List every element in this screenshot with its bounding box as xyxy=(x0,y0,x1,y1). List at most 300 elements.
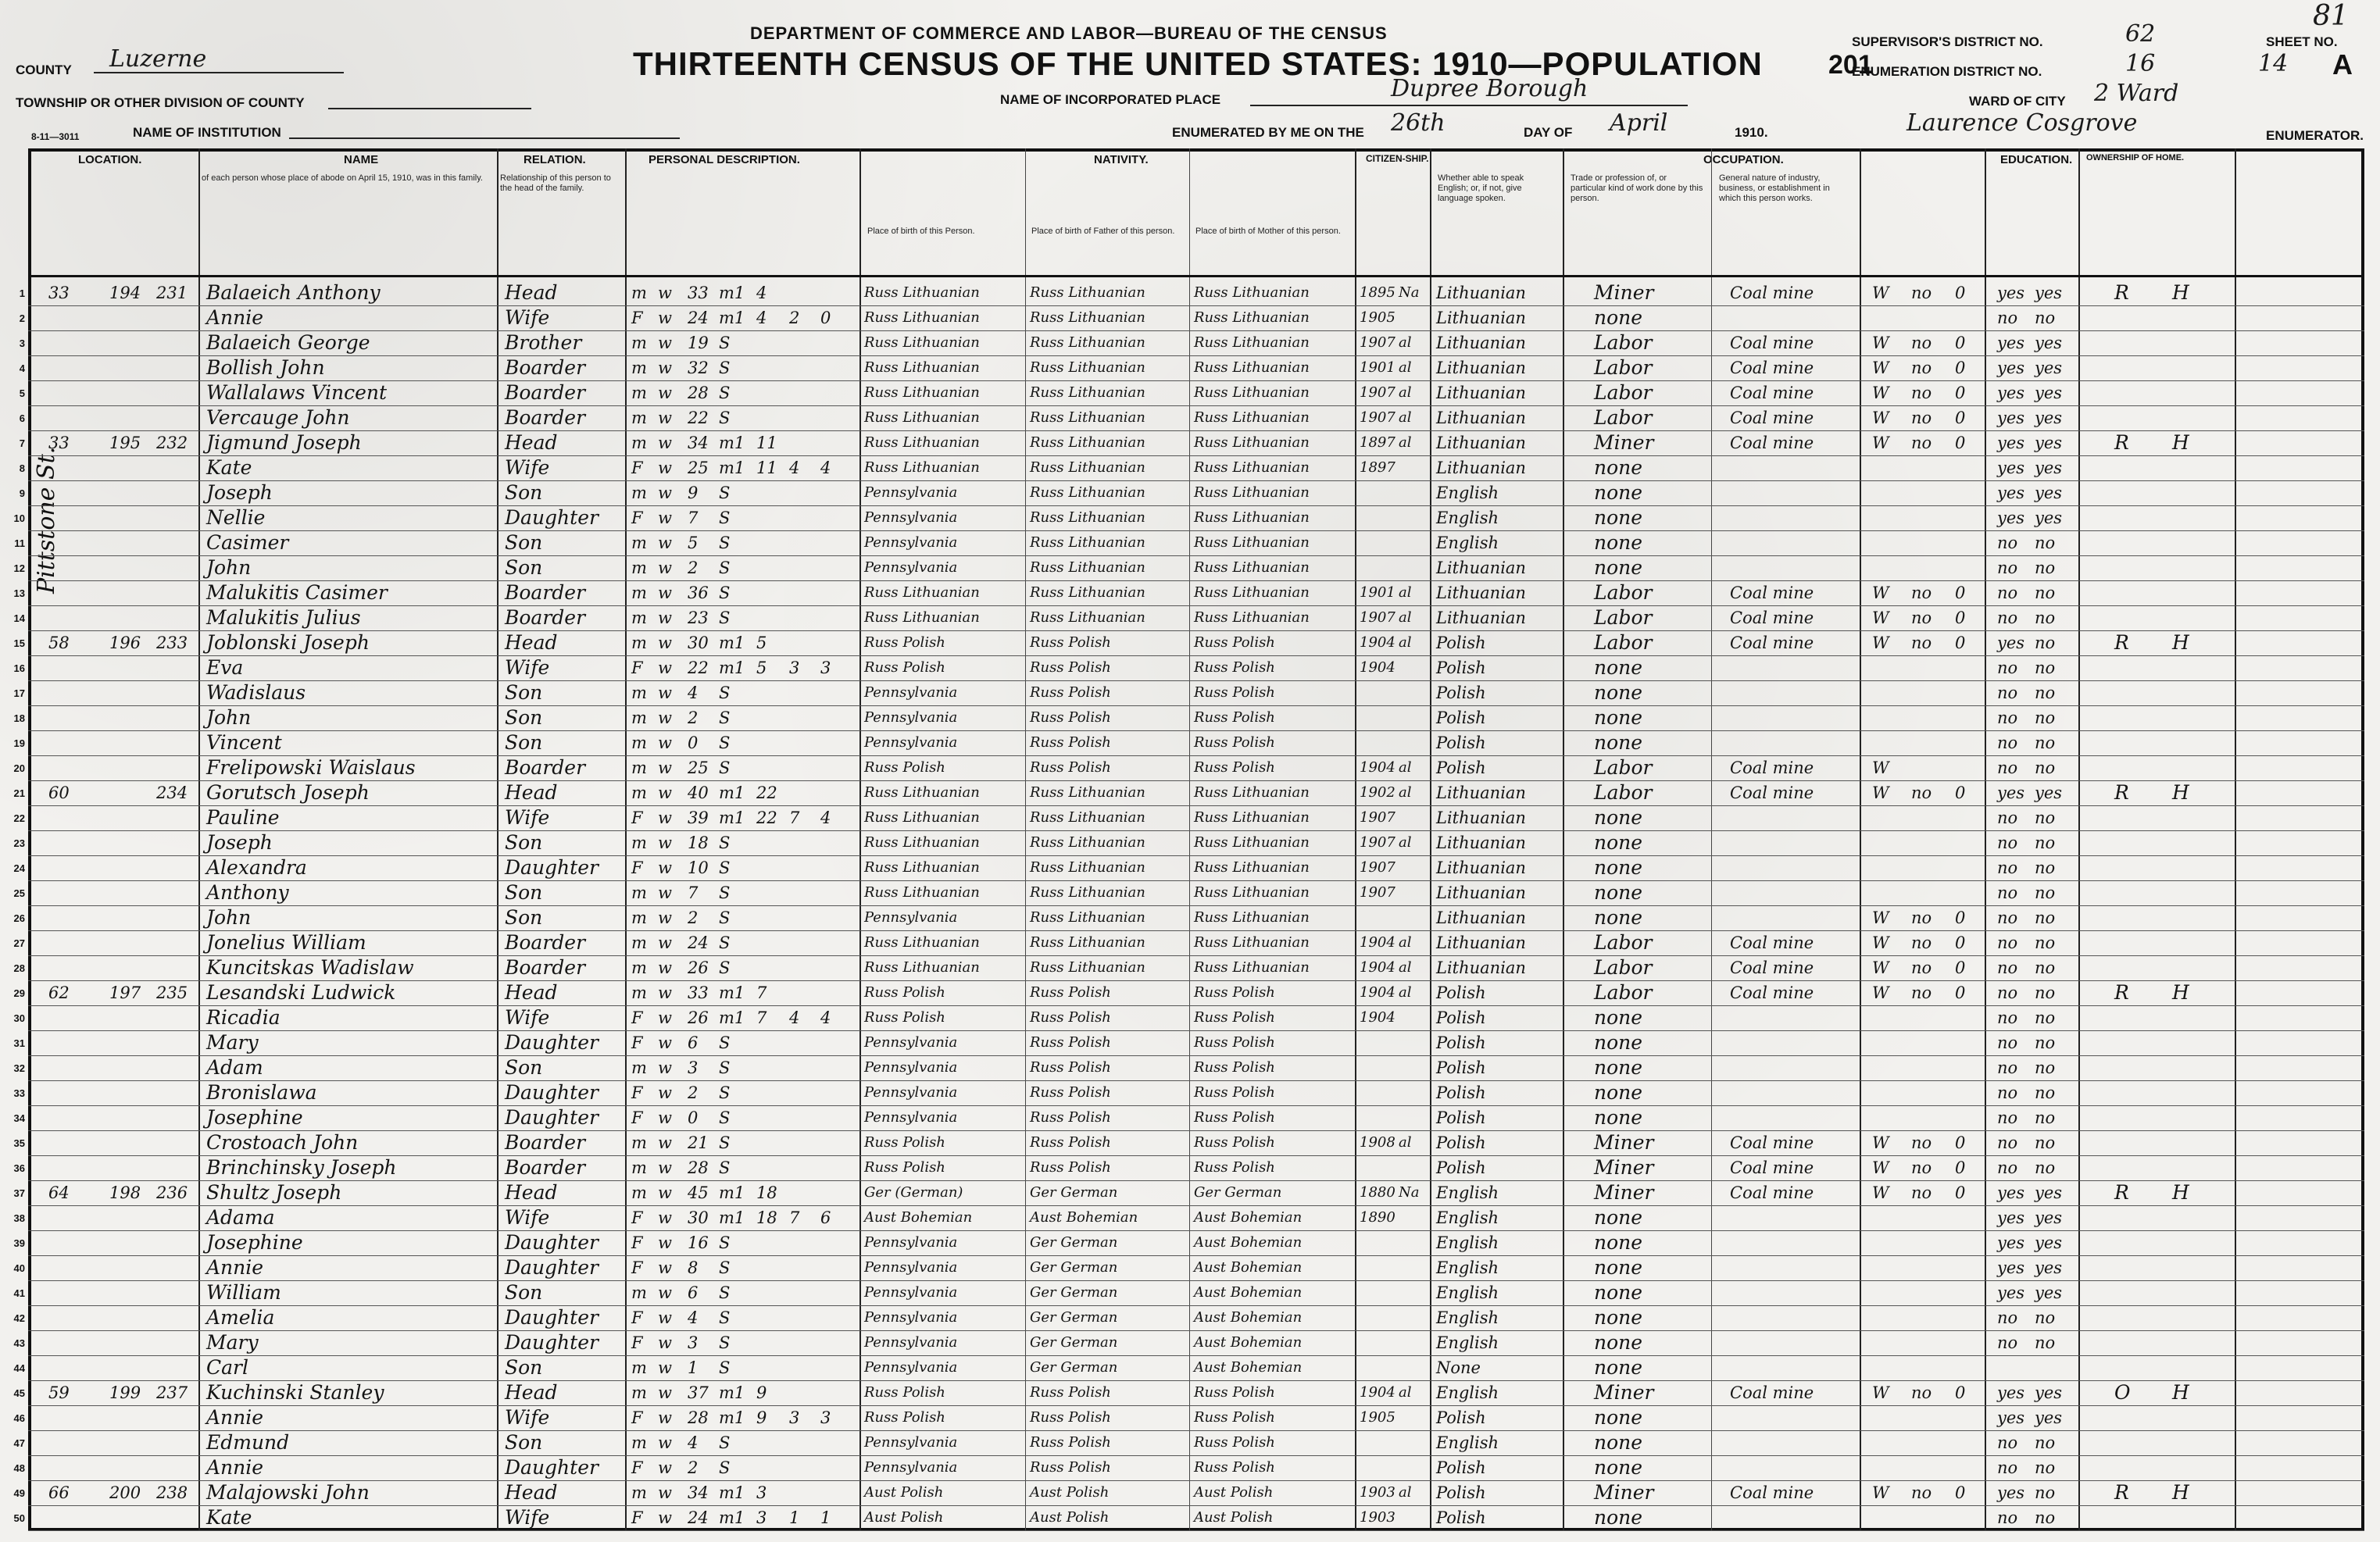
cell-father: Aust Polish xyxy=(1030,1484,1110,1501)
cell-mother: Russ Lithuanian xyxy=(1194,959,1310,976)
cell-sex: F xyxy=(631,1083,643,1102)
row-number: 25 xyxy=(13,887,25,899)
cell-rel: Wife xyxy=(505,456,550,479)
cell-wks: 0 xyxy=(1955,958,1966,977)
cell-birth: Russ Lithuanian xyxy=(864,584,980,601)
cell-birth: Pennsylvania xyxy=(864,484,958,501)
cell-imm: 1905 xyxy=(1360,1409,1395,1426)
cell-sex: m xyxy=(631,709,647,727)
cell-name: Malukitis Julius xyxy=(206,606,361,629)
cell-nat: al xyxy=(1399,584,1412,601)
cell-sex: m xyxy=(631,409,647,427)
cell-birth: Russ Lithuanian xyxy=(864,309,980,326)
cell-lang: English xyxy=(1436,484,1499,502)
cell-rel: Head xyxy=(505,981,558,1004)
cell-imm: 1901 xyxy=(1360,359,1395,376)
cell-sex: m xyxy=(631,609,647,627)
cell-farm: H xyxy=(2172,781,2189,804)
cell-born: 1 xyxy=(789,1508,800,1527)
cell-trade: none xyxy=(1594,706,1643,729)
cell-wks: 0 xyxy=(1955,434,1966,452)
incorporated-underline xyxy=(1250,105,1688,106)
cell-race: w xyxy=(658,958,672,977)
cell-write: yes xyxy=(2035,1383,2063,1402)
cell-emp: W xyxy=(1872,1183,1889,1202)
cell-mother: Aust Polish xyxy=(1194,1509,1274,1526)
cell-race: w xyxy=(658,759,672,777)
row-number: 47 xyxy=(13,1437,25,1449)
cell-wks: 0 xyxy=(1955,1133,1966,1152)
cell-read: no xyxy=(1997,309,2018,327)
cell-age: 37 xyxy=(688,1383,709,1402)
cell-sex: m xyxy=(631,584,647,602)
cell-imm: 1904 xyxy=(1360,759,1395,776)
cell-father: Russ Lithuanian xyxy=(1030,384,1145,401)
cell-sex: m xyxy=(631,334,647,352)
cell-race: w xyxy=(658,534,672,552)
cell-lang: Lithuanian xyxy=(1436,309,1526,327)
cell-rel: Daughter xyxy=(505,1256,599,1279)
cell-age: 36 xyxy=(688,584,709,602)
cell-family: 233 xyxy=(156,634,188,652)
cell-lang: None xyxy=(1436,1358,1481,1377)
cell-emp: W xyxy=(1872,434,1889,452)
row-number: 30 xyxy=(13,1012,25,1024)
cell-age: 9 xyxy=(688,484,699,502)
cell-age: 0 xyxy=(688,1108,699,1127)
cell-imm: 1902 xyxy=(1360,784,1395,801)
cell-birth: Russ Lithuanian xyxy=(864,809,980,826)
cell-birth: Pennsylvania xyxy=(864,1109,958,1126)
cell-nat: al xyxy=(1399,359,1412,376)
cell-read: no xyxy=(1997,609,2018,627)
cell-write: yes xyxy=(2035,1408,2063,1427)
page-number: 201 xyxy=(1828,50,1873,80)
cell-age: 22 xyxy=(688,659,709,677)
cell-rel: Wife xyxy=(505,306,550,329)
cell-write: yes xyxy=(2035,284,2063,302)
cell-ms: S xyxy=(719,1033,731,1052)
cell-rel: Son xyxy=(505,906,543,929)
cell-sex: m xyxy=(631,734,647,752)
cell-mother: Russ Polish xyxy=(1194,659,1275,676)
cell-unemp: no xyxy=(1911,609,1932,627)
cell-trade: none xyxy=(1594,806,1643,829)
cell-rel: Son xyxy=(505,731,543,754)
cell-father: Russ Lithuanian xyxy=(1030,834,1145,851)
cell-lang: Polish xyxy=(1436,1408,1486,1427)
cell-rel: Wife xyxy=(505,656,550,679)
cell-yrs: 3 xyxy=(756,1483,767,1502)
cell-street: 33 xyxy=(48,434,70,452)
cell-race: w xyxy=(658,359,672,377)
cell-imm: 1904 xyxy=(1360,1009,1395,1026)
cell-read: no xyxy=(1997,1058,2018,1077)
cell-father: Russ Lithuanian xyxy=(1030,784,1145,801)
cell-ind: Coal mine xyxy=(1730,933,1814,952)
cell-imm: 1905 xyxy=(1360,309,1395,326)
cell-farm: H xyxy=(2172,1481,2189,1504)
cell-birth: Pennsylvania xyxy=(864,684,958,701)
cell-ms: S xyxy=(719,1233,731,1252)
cell-read: yes xyxy=(1997,1383,2025,1402)
cell-imm: 1897 xyxy=(1360,459,1395,476)
cell-sex: m xyxy=(631,359,647,377)
cell-ms: S xyxy=(719,858,731,877)
enumerated-day: 26th xyxy=(1391,109,1446,137)
cell-trade: none xyxy=(1594,506,1643,529)
row-number: 2 xyxy=(19,312,25,324)
cell-read: yes xyxy=(1997,284,2025,302)
cell-imm: 1904 xyxy=(1360,984,1395,1001)
cell-lang: English xyxy=(1436,1383,1499,1402)
cell-unemp: no xyxy=(1911,409,1932,427)
cell-write: no xyxy=(2035,309,2056,327)
cell-rel: Boarder xyxy=(505,406,586,429)
cell-write: no xyxy=(2035,1508,2056,1527)
cell-mother: Russ Lithuanian xyxy=(1194,459,1310,476)
cell-ms: S xyxy=(719,359,731,377)
col-education: EDUCATION. xyxy=(2000,153,2073,166)
cell-mother: Russ Polish xyxy=(1194,1009,1275,1026)
cell-rel: Boarder xyxy=(505,581,586,604)
cell-unemp: no xyxy=(1911,1183,1932,1202)
cell-born: 3 xyxy=(789,1408,800,1427)
cell-sex: F xyxy=(631,459,643,477)
cell-mother: Russ Polish xyxy=(1194,1409,1275,1426)
cell-age: 2 xyxy=(688,559,699,577)
cell-own: R xyxy=(2114,281,2129,304)
cell-father: Ger German xyxy=(1030,1309,1118,1326)
cell-race: w xyxy=(658,1283,672,1302)
cell-name: Balaeich George xyxy=(206,331,370,354)
cell-mother: Russ Lithuanian xyxy=(1194,284,1310,301)
cell-lang: Polish xyxy=(1436,1108,1486,1127)
cell-emp: W xyxy=(1872,384,1889,402)
cell-name: Kuncitskas Wadislaw xyxy=(206,956,414,979)
row-number: 3 xyxy=(19,337,25,349)
cell-rel: Boarder xyxy=(505,1131,586,1154)
col-location: LOCATION. xyxy=(78,153,142,166)
cell-trade: none xyxy=(1594,1206,1643,1229)
cell-birth: Russ Lithuanian xyxy=(864,884,980,901)
month-value: April xyxy=(1610,109,1668,137)
cell-race: w xyxy=(658,1083,672,1102)
cell-trade: Miner xyxy=(1594,1381,1654,1404)
cell-write: no xyxy=(2035,908,2056,927)
cell-read: yes xyxy=(1997,1258,2025,1277)
cell-trade: none xyxy=(1594,1356,1643,1379)
township-underline xyxy=(328,108,531,109)
cell-wks: 0 xyxy=(1955,1483,1966,1502)
supervisor-label: SUPERVISOR'S DISTRICT NO. xyxy=(1852,34,2043,49)
row-number: 49 xyxy=(13,1487,25,1499)
cell-mother: Aust Bohemian xyxy=(1194,1309,1303,1326)
cell-street: 33 xyxy=(48,284,70,302)
row-number: 7 xyxy=(19,437,25,449)
col-occupation: OCCUPATION. xyxy=(1703,153,1784,166)
cell-age: 4 xyxy=(688,1433,699,1452)
cell-trade: none xyxy=(1594,1456,1643,1479)
cell-race: w xyxy=(658,833,672,852)
cell-sex: m xyxy=(631,1483,647,1502)
sheet-value: 14 xyxy=(2258,50,2289,77)
cell-own: R xyxy=(2114,1181,2129,1204)
cell-ms: S xyxy=(719,334,731,352)
row-number: 39 xyxy=(13,1237,25,1249)
cell-name: John xyxy=(206,556,252,579)
row-number: 38 xyxy=(13,1212,25,1224)
cell-birth: Pennsylvania xyxy=(864,1084,958,1101)
cell-ind: Coal mine xyxy=(1730,609,1814,627)
cell-mother: Aust Bohemian xyxy=(1194,1209,1303,1226)
cell-living: 4 xyxy=(820,1008,831,1027)
cell-sex: m xyxy=(631,783,647,802)
enumerator-name: Laurence Cosgrove xyxy=(1907,109,2138,137)
cell-read: yes xyxy=(1997,359,2025,377)
cell-imm: 1907 xyxy=(1360,859,1395,876)
cell-race: w xyxy=(658,1508,672,1527)
cell-name: Joseph xyxy=(206,831,273,854)
cell-name: Bollish John xyxy=(206,356,325,379)
cell-race: w xyxy=(658,783,672,802)
cell-rel: Daughter xyxy=(505,506,599,529)
cell-ind: Coal mine xyxy=(1730,1383,1814,1402)
row-number: 36 xyxy=(13,1162,25,1174)
cell-father: Aust Bohemian xyxy=(1030,1209,1138,1226)
cell-ind: Coal mine xyxy=(1730,958,1814,977)
cell-rel: Son xyxy=(505,1281,543,1304)
cell-birth: Russ Lithuanian xyxy=(864,434,980,451)
cell-wks: 0 xyxy=(1955,783,1966,802)
cell-age: 10 xyxy=(688,858,709,877)
cell-lang: Lithuanian xyxy=(1436,609,1526,627)
cell-trade: Labor xyxy=(1594,581,1653,604)
cell-ms: m1 xyxy=(719,459,745,477)
cell-father: Russ Polish xyxy=(1030,734,1111,751)
cell-read: yes xyxy=(1997,1208,2025,1227)
cell-father: Russ Lithuanian xyxy=(1030,284,1145,301)
cell-write: no xyxy=(2035,634,2056,652)
cell-ms: m1 xyxy=(719,983,745,1002)
cell-lang: Polish xyxy=(1436,1033,1486,1052)
cell-race: w xyxy=(658,284,672,302)
cell-age: 32 xyxy=(688,359,709,377)
cell-father: Ger German xyxy=(1030,1284,1118,1301)
institution-label: NAME OF INSTITUTION xyxy=(133,125,281,140)
cell-birth: Russ Lithuanian xyxy=(864,359,980,376)
cell-write: yes xyxy=(2035,1208,2063,1227)
col-ownership: OWNERSHIP OF HOME. xyxy=(2086,153,2185,162)
cell-write: no xyxy=(2035,933,2056,952)
cell-write: yes xyxy=(2035,783,2063,802)
cell-father: Russ Polish xyxy=(1030,1084,1111,1101)
row-number: 6 xyxy=(19,412,25,424)
cell-birth: Russ Lithuanian xyxy=(864,384,980,401)
cell-imm: 1907 xyxy=(1360,384,1395,401)
cell-own: R xyxy=(2114,431,2129,454)
cell-write: yes xyxy=(2035,334,2063,352)
cell-name: Adam xyxy=(206,1056,263,1079)
cell-age: 40 xyxy=(688,783,709,802)
cell-age: 18 xyxy=(688,833,709,852)
cell-birth: Pennsylvania xyxy=(864,1434,958,1451)
cell-write: no xyxy=(2035,1433,2056,1452)
cell-name: Balaeich Anthony xyxy=(206,281,381,304)
cell-lang: Lithuanian xyxy=(1436,434,1526,452)
cell-race: w xyxy=(658,1183,672,1202)
cell-family: 237 xyxy=(156,1383,188,1402)
enum-district-label: ENUMERATION DISTRICT NO. xyxy=(1852,64,2042,79)
cell-rel: Boarder xyxy=(505,956,586,979)
cell-dwelling: 195 xyxy=(109,434,141,452)
cell-mother: Russ Polish xyxy=(1194,1134,1275,1151)
cell-father: Russ Lithuanian xyxy=(1030,359,1145,376)
cell-lang: Lithuanian xyxy=(1436,833,1526,852)
cell-wks: 0 xyxy=(1955,983,1966,1002)
cell-age: 1 xyxy=(688,1358,699,1377)
cell-birth: Aust Polish xyxy=(864,1509,944,1526)
cell-rel: Boarder xyxy=(505,606,586,629)
row-number: 12 xyxy=(13,562,25,574)
cell-age: 16 xyxy=(688,1233,709,1252)
cell-age: 30 xyxy=(688,634,709,652)
cell-ms: S xyxy=(719,409,731,427)
cell-rel: Daughter xyxy=(505,1106,599,1129)
cell-sex: m xyxy=(631,534,647,552)
cell-imm: 1907 xyxy=(1360,884,1395,901)
cell-birth: Aust Bohemian xyxy=(864,1209,973,1226)
cell-read: no xyxy=(1997,1158,2018,1177)
cell-age: 34 xyxy=(688,434,709,452)
cell-mother: Russ Lithuanian xyxy=(1194,484,1310,501)
cell-family: 235 xyxy=(156,983,188,1002)
cell-read: no xyxy=(1997,858,2018,877)
cell-race: w xyxy=(658,1458,672,1477)
cell-race: w xyxy=(658,334,672,352)
cell-yrs: 9 xyxy=(756,1408,767,1427)
cell-lang: Lithuanian xyxy=(1436,359,1526,377)
cell-write: no xyxy=(2035,833,2056,852)
cell-father: Russ Polish xyxy=(1030,984,1111,1001)
cell-name: Wadislaus xyxy=(206,681,306,704)
cell-trade: Labor xyxy=(1594,331,1653,354)
cell-birth: Pennsylvania xyxy=(864,559,958,576)
cell-father: Russ Polish xyxy=(1030,1059,1111,1076)
cell-read: no xyxy=(1997,808,2018,827)
cell-lang: Lithuanian xyxy=(1436,908,1526,927)
cell-nat: al xyxy=(1399,1484,1412,1501)
cell-ms: S xyxy=(719,1058,731,1077)
cell-write: yes xyxy=(2035,459,2063,477)
cell-born: 2 xyxy=(789,309,800,327)
cell-ind: Coal mine xyxy=(1730,1133,1814,1152)
cell-wks: 0 xyxy=(1955,933,1966,952)
cell-birth: Russ Lithuanian xyxy=(864,959,980,976)
cell-ms: S xyxy=(719,1433,731,1452)
cell-rel: Head xyxy=(505,431,558,454)
cell-mother: Russ Lithuanian xyxy=(1194,409,1310,426)
cell-farm: H xyxy=(2172,281,2189,304)
cell-race: w xyxy=(658,1483,672,1502)
cell-trade: Miner xyxy=(1594,1181,1654,1204)
cell-write: no xyxy=(2035,808,2056,827)
cell-name: Josephine xyxy=(206,1106,303,1129)
cell-ms: S xyxy=(719,1458,731,1477)
cell-unemp: no xyxy=(1911,584,1932,602)
cell-mother: Aust Bohemian xyxy=(1194,1259,1303,1276)
row-number: 23 xyxy=(13,837,25,849)
cell-rel: Head xyxy=(505,1181,558,1204)
cell-write: yes xyxy=(2035,484,2063,502)
cell-ms: S xyxy=(719,1358,731,1377)
cell-mother: Russ Lithuanian xyxy=(1194,434,1310,451)
cell-age: 33 xyxy=(688,284,709,302)
cell-age: 28 xyxy=(688,384,709,402)
cell-name: Malukitis Casimer xyxy=(206,581,388,604)
cell-lang: Polish xyxy=(1436,1483,1486,1502)
cell-nat: al xyxy=(1399,759,1412,776)
enum-district-value: 16 xyxy=(2125,50,2156,77)
cell-mother: Russ Lithuanian xyxy=(1194,784,1310,801)
cell-name: Frelipowski Waislaus xyxy=(206,756,416,779)
cell-trade: Miner xyxy=(1594,431,1654,454)
cell-read: no xyxy=(1997,883,2018,902)
cell-living: 3 xyxy=(820,1408,831,1427)
cell-trade: Labor xyxy=(1594,981,1653,1004)
cell-father: Russ Polish xyxy=(1030,1409,1111,1426)
cell-name: Adama xyxy=(206,1206,275,1229)
row-number: 32 xyxy=(13,1062,25,1074)
cell-unemp: no xyxy=(1911,958,1932,977)
cell-trade: Labor xyxy=(1594,756,1653,779)
cell-race: w xyxy=(658,559,672,577)
cell-mother: Aust Polish xyxy=(1194,1484,1274,1501)
cell-name: John xyxy=(206,906,252,929)
cell-own: R xyxy=(2114,781,2129,804)
department-line: DEPARTMENT OF COMMERCE AND LABOR—BUREAU OF THE CENSUS xyxy=(750,23,1388,43)
cell-ind: Coal mine xyxy=(1730,759,1814,777)
cell-imm: 1907 xyxy=(1360,809,1395,826)
cell-nat: al xyxy=(1399,634,1412,651)
cell-birth: Pennsylvania xyxy=(864,709,958,726)
col-nativity-father: Place of birth of Father of this person. xyxy=(1031,227,1175,236)
cell-unemp: no xyxy=(1911,983,1932,1002)
cell-lang: English xyxy=(1436,534,1499,552)
cell-lang: Polish xyxy=(1436,983,1486,1002)
cell-ind: Coal mine xyxy=(1730,409,1814,427)
cell-dwelling: 198 xyxy=(109,1183,141,1202)
cell-read: yes xyxy=(1997,634,2025,652)
cell-name: Annie xyxy=(206,1456,264,1479)
cell-name: Lesandski Ludwick xyxy=(206,981,396,1004)
cell-read: no xyxy=(1997,1033,2018,1052)
cell-father: Russ Lithuanian xyxy=(1030,309,1145,326)
cell-mother: Russ Lithuanian xyxy=(1194,934,1310,951)
ward-value: 2 Ward xyxy=(2094,80,2179,107)
row-number: 17 xyxy=(13,687,25,699)
cell-age: 4 xyxy=(688,1308,699,1327)
cell-name: Wallalaws Vincent xyxy=(206,381,388,404)
col-language-note: Whether able to speak English; or, if not, give language spoken. xyxy=(1438,173,1524,203)
cell-lang: Polish xyxy=(1436,1508,1486,1527)
cell-trade: none xyxy=(1594,731,1643,754)
cell-wks: 0 xyxy=(1955,284,1966,302)
cell-dwelling: 199 xyxy=(109,1383,141,1402)
row-number: 29 xyxy=(13,987,25,999)
cell-age: 4 xyxy=(688,684,699,702)
cell-birth: Aust Polish xyxy=(864,1484,944,1501)
